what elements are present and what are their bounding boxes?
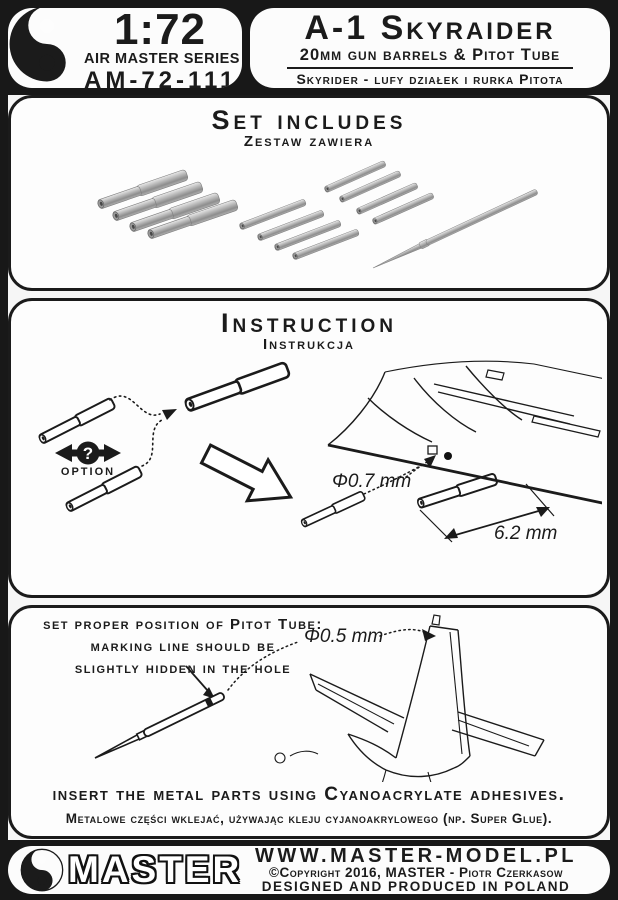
option-label: OPTION bbox=[60, 466, 116, 478]
origin-line: DESIGNED AND PRODUCED IN POLAND bbox=[261, 879, 571, 894]
dim-arrow-left bbox=[444, 528, 458, 539]
adhesive-note-pl: Metalowe części wklejać, używając kleju cyjanoakrylowego (np. Super Glue). bbox=[65, 811, 553, 826]
barrel-result bbox=[184, 362, 290, 413]
instruction-title: Instruction bbox=[220, 308, 398, 338]
pitot-note-line2: marking line should be bbox=[90, 638, 276, 655]
set-includes-title: Set includes bbox=[211, 105, 407, 135]
option-connectors bbox=[110, 396, 162, 466]
note-arrow bbox=[186, 666, 208, 691]
product-code: AM-72-111 bbox=[84, 67, 238, 88]
header-left-panel bbox=[8, 8, 242, 88]
brand-wordmark: MASTER bbox=[68, 849, 243, 890]
title-divider bbox=[287, 67, 573, 69]
series-label: AIR MASTER SERIES bbox=[84, 51, 240, 67]
drill-hole-mark bbox=[444, 452, 452, 460]
copyright-line: ©Copyright 2016, MASTER - Piotr Czerkasow bbox=[269, 865, 563, 880]
adhesive-note-en: insert the metal parts using Cyanoacrylate adhesives. bbox=[52, 784, 566, 805]
parts-illustration bbox=[14, 140, 602, 286]
website-url: WWW.MASTER-MODEL.PL bbox=[254, 846, 578, 867]
brand-logo-icon bbox=[8, 8, 86, 84]
section-set-includes bbox=[8, 95, 610, 291]
pitot-tube-drawing bbox=[93, 692, 225, 762]
scale-label: 1:72 bbox=[113, 8, 207, 54]
brand-logo-icon bbox=[20, 848, 64, 892]
product-title: A-1 Skyraider bbox=[304, 9, 556, 47]
set-includes-subtitle: Zestaw zawiera bbox=[243, 133, 375, 150]
hole-diameter-callout: Φ0.7 mm bbox=[332, 471, 412, 492]
barrel-ready bbox=[300, 491, 366, 528]
large-barrels-group bbox=[96, 169, 238, 240]
pitot-hole-callout: Φ0.5 mm bbox=[304, 626, 384, 647]
big-arrow-icon bbox=[196, 434, 302, 518]
svg-text:?: ? bbox=[82, 444, 94, 463]
pitot-tube-part bbox=[372, 188, 539, 271]
assembly-diagram bbox=[14, 358, 602, 592]
product-subtitle: 20mm gun barrels & Pitot Tube bbox=[299, 46, 561, 64]
section-pitot bbox=[8, 605, 610, 839]
section-instruction bbox=[8, 298, 610, 598]
content-band bbox=[8, 95, 610, 840]
pitot-note-line1: set proper position of Pitot Tube: bbox=[43, 616, 323, 633]
option-icon bbox=[55, 442, 121, 465]
footer-panel bbox=[8, 846, 610, 894]
barrel-option-a bbox=[38, 398, 116, 445]
pitot-diagram bbox=[14, 610, 602, 782]
connector-arrowhead bbox=[162, 409, 177, 420]
header-right-panel bbox=[250, 8, 610, 88]
product-subtitle-pl: Skyrider - lufy działek i rurka Pitota bbox=[296, 71, 564, 87]
protrusion-callout: 6.2 mm bbox=[494, 523, 558, 544]
instruction-subtitle: Instrukcja bbox=[262, 336, 355, 353]
pitot-note-line3: slightly hidden in the hole bbox=[74, 660, 292, 677]
small-barrels-group bbox=[239, 160, 435, 260]
